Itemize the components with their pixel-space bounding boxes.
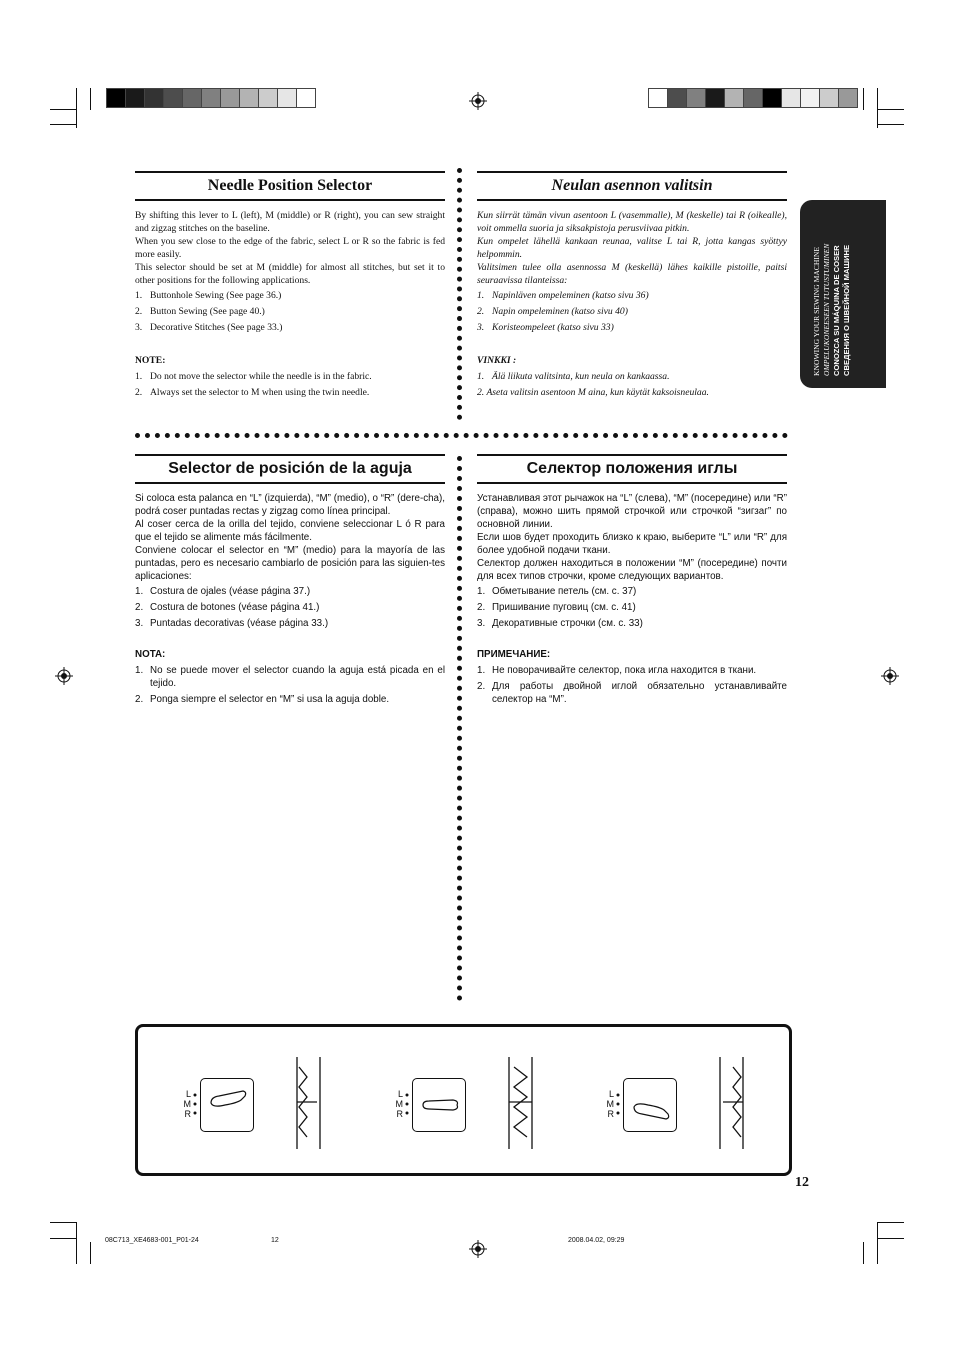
color-swatch [106,88,126,108]
section-title-ru: Селектор положения иглы [477,454,787,484]
position-labels: L M R [183,1089,191,1119]
column-divider [457,168,467,420]
note-heading: NOTA: [135,649,166,660]
note-item: 1. Не поворачивайте селектор, пока игла находится в ткани. [477,665,757,676]
tab-line-ru: СВЕДЕНИЯ О ШВЕЙНОЙ МАШИНЕ [842,244,851,376]
color-swatch [239,88,259,108]
zigzag-stitch-right-icon [716,1057,746,1149]
crop-mark [877,88,878,128]
crop-mark [878,1222,904,1223]
paragraph: Valitsimen tulee olla asennossa M (keskellä) lähes kaikille pistoille, paitsi seuraavissa tilanteissa: [477,262,787,286]
color-swatch [724,88,744,108]
paragraph: Si coloca esta palanca en “L” (izquierda), “M” (medio), o “R” (dere-cha), podrá coser puntadas rectas y zigzag como línea principal. [135,493,445,517]
list-item: 2. Costura de botones (véase página 41.) [135,602,320,613]
color-swatch [781,88,801,108]
note-item: 1. Älä liikuta valitsinta, kun neula on kankaassa. [477,371,670,382]
color-swatch [800,88,820,108]
color-bar-left [106,88,315,106]
list-item: 3. Puntadas decorativas (véase página 33.) [135,618,329,629]
color-swatch [144,88,164,108]
crop-mark [50,109,76,110]
crop-mark [50,1222,76,1223]
color-swatch [648,88,668,108]
section-title-fi: Neulan asennon valitsin [477,171,787,201]
crop-mark [863,1242,864,1264]
paragraph: Al coser cerca de la orilla del tejido, conviene seleccionar L ó R para que el tejido se alimente más fácilmente. [135,519,445,543]
list-item: 3. Decorative Stitches (See page 33.) [135,322,283,333]
crop-mark [90,1242,91,1264]
paragraph: Conviene colocar el selector en “M” (medio) para la mayoría de las puntadas, pero es necesario cambiarlo de posición para las siguien-tes aplicaciones: [135,545,445,582]
color-swatch [838,88,858,108]
paragraph: By shifting this lever to L (left), M (middle) or R (right), you can sew straight and zigzag stitches on the baseline. [135,210,445,234]
note-item: 1. Do not move the selector while the needle is in the fabric. [135,371,372,382]
list-item: 2. Button Sewing (See page 40.) [135,306,265,317]
color-swatch [819,88,839,108]
needle-position-diagram [135,1024,792,1176]
zigzag-stitch-middle-icon [505,1057,535,1149]
paragraph: Kun ompelet lähellä kankaan reunaa, valitse L tai R, jotta kangas syöttyy helpommin. [477,236,787,260]
crop-mark [878,124,904,125]
color-swatch [705,88,725,108]
selector-dots-icon [404,1091,410,1119]
note-item: 2. Aseta valitsin asentoon M aina, kun käytät kaksoisneulaa. [477,387,709,398]
position-labels: L M R [395,1089,403,1119]
paragraph: Селектор должен находиться в положении “M” (посередине) почти для всех типов строчки, кроме следующих вариантов. [477,558,787,582]
page-number: 12 [795,1175,809,1190]
selector-knob-right [623,1078,677,1132]
color-swatch [258,88,278,108]
color-swatch [667,88,687,108]
column-divider [457,456,467,1001]
position-labels: L M R [606,1089,614,1119]
registration-target-icon [469,92,487,110]
note-heading: VINKKI : [477,355,517,366]
zigzag-stitch-left-icon [293,1057,323,1149]
selector-dots-icon [615,1091,621,1119]
tab-line-en: KNOWING YOUR SEWING MACHINE [812,246,821,376]
selector-knob-middle [412,1078,466,1132]
color-swatch [296,88,316,108]
section-body-fi [477,209,787,402]
footer-page: 12 [271,1237,279,1244]
color-swatch [220,88,240,108]
crop-mark [878,1238,904,1239]
paragraph: Kun siirrät tämän vivun asentoon L (vasemmalle), M (keskelle) tai R (oikealle), voit ommella suoria ja siksakpistoja perusviivaa pitkin. [477,210,787,234]
color-swatch [762,88,782,108]
section-body-es [135,492,445,709]
section-body-en [135,209,445,402]
list-item: 1. Buttonhole Sewing (See page 36.) [135,290,282,301]
list-item: 1. Napinläven ompeleminen (katso sivu 36) [477,290,649,301]
note-item: 1. No se puede mover el selector cuando la aguja está picada en el tejido. [135,665,445,689]
registration-target-icon [55,667,73,685]
color-swatch [125,88,145,108]
paragraph: This selector should be set at M (middle) for almost all stitches, but set it to other positions for the following applications. [135,262,445,286]
footer-file: 08C713_XE4683-001_P01-24 [105,1237,199,1244]
paragraph: When you sew close to the edge of the fabric, select L or R so the fabric is fed more easily. [135,236,445,260]
tab-line-fi: OMPELUKONEESEEN TUTUSTUMINEN [822,243,831,376]
list-item: 2. Napin ompeleminen (katso sivu 40) [477,306,628,317]
crop-mark [863,88,864,110]
list-item: 1. Costura de ojales (véase página 37.) [135,586,311,597]
color-swatch [743,88,763,108]
tab-line-es: CONOZCA SU MÁQUINA DE COSER [832,245,841,376]
note-item: 2. Ponga siempre el selector en “M” si usa la aguja doble. [135,694,390,705]
crop-mark [76,1222,77,1264]
list-item: 3. Koristeompeleet (katso sivu 33) [477,322,614,333]
crop-mark [878,109,904,110]
color-swatch [686,88,706,108]
section-title-es: Selector de posición de la aguja [135,454,445,484]
crop-mark [50,1238,76,1239]
paragraph: Устанавливая этот рычажок на “L” (слева), “M” (посередине) или “R” (справа), можно шить прямой строчкой или строчкой “зигзаг” по основной линии. [477,493,787,530]
selector-dots-icon [192,1091,198,1119]
color-swatch [182,88,202,108]
note-heading: NOTE: [135,355,166,366]
crop-mark [76,88,77,128]
note-heading: ПРИМЕЧАНИЕ: [477,649,551,660]
color-swatch [277,88,297,108]
registration-target-icon [881,667,899,685]
list-item: 3. Декоративные строчки (см. с. 33) [477,618,643,629]
section-body-ru [477,492,787,709]
color-bar-right [648,88,857,106]
selector-knob-left [200,1078,254,1132]
row-divider [135,433,788,443]
note-item: 2. Always set the selector to M when using the twin needle. [135,387,370,398]
color-swatch [201,88,221,108]
crop-mark [50,124,76,125]
registration-target-icon [469,1240,487,1258]
footer-date: 2008.04.02, 09:29 [568,1237,625,1244]
crop-mark [877,1222,878,1264]
list-item: 2. Пришивание пуговиц (см. с. 41) [477,602,636,613]
chapter-tab [800,200,886,388]
section-title-en: Needle Position Selector [135,171,445,201]
note-item: 2. Для работы двойной иглой обязательно устанавливайте селектор на “M”. [477,681,787,705]
list-item: 1. Обметывание петель (см. с. 37) [477,586,637,597]
crop-mark [90,88,91,110]
paragraph: Если шов будет проходить близко к краю, выберите “L” или “R” для более удобной подачи ткани. [477,532,787,556]
color-swatch [163,88,183,108]
